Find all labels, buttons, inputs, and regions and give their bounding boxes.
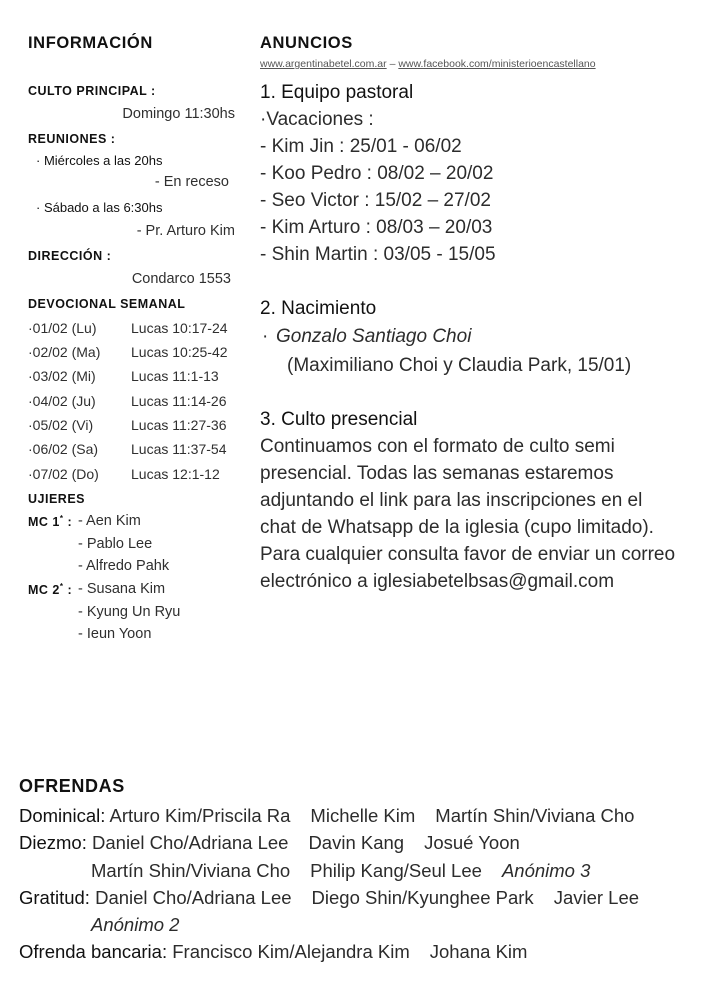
sec2-bullet: · [262,326,269,347]
ofrendas-gratitud-cont: Anónimo 2 [91,914,180,935]
mc2-member-2: - Kyung Un Ryu [78,604,181,620]
devocional-date-1: ·01/02 (Lu) [28,320,97,336]
culto-label: CULTO PRINCIPAL : [28,84,156,98]
sec3-line-2: presencial. Todas las semanas estaremos [260,463,614,484]
sec3-line-5: Para cualquier consulta favor de enviar un correo [260,544,676,565]
sec2-title: 2. Nacimiento [260,298,377,319]
vacaciones-item-4: - Kim Arturo : 08/03 – 20/03 [260,217,493,238]
devocional-date-5: ·05/02 (Vi) [28,417,94,433]
ofrendas-diezmo-cont: Martín Shin/Viviana Cho Philip Kang/Seul Lee Anónimo 3 [91,860,591,881]
vacaciones-item-1: - Kim Jin : 25/01 - 06/02 [260,136,462,157]
vacaciones-item-3: - Seo Victor : 15/02 – 27/02 [260,190,491,211]
reunion-2-leader: - Pr. Arturo Kim [136,223,235,239]
devocional-date-2: ·02/02 (Ma) [28,344,101,360]
mc2-member-1: - Susana Kim [78,581,166,597]
ofrendas-title: OFRENDAS [19,776,125,796]
mc1-member-2: - Pablo Lee [78,536,153,552]
devocional-date-6: ·06/02 (Sa) [28,441,99,457]
sec2-parents: (Maximiliano Choi y Claudia Park, 15/01) [287,355,632,376]
mc2-label: MC 2* : [28,582,73,598]
devocional-text-6: Lucas 11:37-54 [131,441,227,457]
anuncios-title: ANUNCIOS [260,34,353,52]
devocional-text-5: Lucas 11:27-36 [131,417,227,433]
sec3-title: 3. Culto presencial [260,409,418,430]
devocional-text-4: Lucas 11:14-26 [131,393,227,409]
ofrendas-diezmo: Diezmo: Daniel Cho/Adriana Lee Davin Kang Josué Yoon [19,832,520,853]
reunion-1: · Miércoles a las 20hs [36,153,163,168]
info-title: INFORMACIÓN [28,34,153,52]
direccion-label: DIRECCIÓN : [28,249,112,263]
sec3-line-3: adjuntando el link para las inscripciones en el [260,490,643,511]
reunion-1-status: - En receso [154,174,229,190]
vacaciones-item-5: - Shin Martin : 03/05 - 15/05 [260,244,496,265]
devocional-text-1: Lucas 10:17-24 [131,320,228,336]
sec1-title: 1. Equipo pastoral [260,82,414,103]
devocional-text-3: Lucas 11:1-13 [131,368,219,384]
devocional-date-7: ·07/02 (Do) [28,466,99,482]
mc1-member-3: - Alfredo Pahk [78,558,170,574]
ujieres-label: UJIERES [28,492,85,506]
reunion-2: · Sábado a las 6:30hs [36,200,163,215]
ofrendas-bancaria: Ofrenda bancaria: Francisco Kim/Alejandra Kim Johana Kim [19,941,528,962]
ofrendas-dominical: Dominical: Arturo Kim/Priscila Ra Michelle Kim Martín Shin/Viviana Cho [19,805,635,826]
devocional-date-4: ·04/02 (Ju) [28,393,96,409]
devocional-label: DEVOCIONAL SEMANAL [28,297,186,311]
sec2-name: Gonzalo Santiago Choi [276,326,472,347]
links-line: www.argentinabetel.com.ar – www.facebook.com/ministerioencastellano [260,58,596,70]
website-link[interactable]: www.argentinabetel.com.ar [260,58,387,70]
devocional-text-2: Lucas 10:25-42 [131,344,228,360]
mc1-member-1: - Aen Kim [78,513,141,529]
reuniones-label: REUNIONES : [28,132,116,146]
mc1-label: MC 1* : [28,514,73,530]
culto-value: Domingo 11:30hs [122,106,235,122]
devocional-date-3: ·03/02 (Mi) [28,368,96,384]
devocional-text-7: Lucas 12:1-12 [131,466,220,482]
sec3-line-1: Continuamos con el formato de culto semi [260,436,615,457]
ofrendas-gratitud: Gratitud: Daniel Cho/Adriana Lee Diego Shin/Kyunghee Park Javier Lee [19,887,640,908]
sec1-subtitle: ·Vacaciones : [260,109,374,130]
facebook-link[interactable]: www.facebook.com/ministerioencastellano [398,58,596,70]
vacaciones-item-2: - Koo Pedro : 08/02 – 20/02 [260,163,494,184]
mc2-member-3: - Ieun Yoon [78,626,152,642]
sec3-line-6: electrónico a iglesiabetelbsas@gmail.com [260,571,615,592]
sec3-line-4: chat de Whatsapp de la iglesia (cupo limitado). [260,517,654,538]
direccion-value: Condarco 1553 [131,271,231,287]
